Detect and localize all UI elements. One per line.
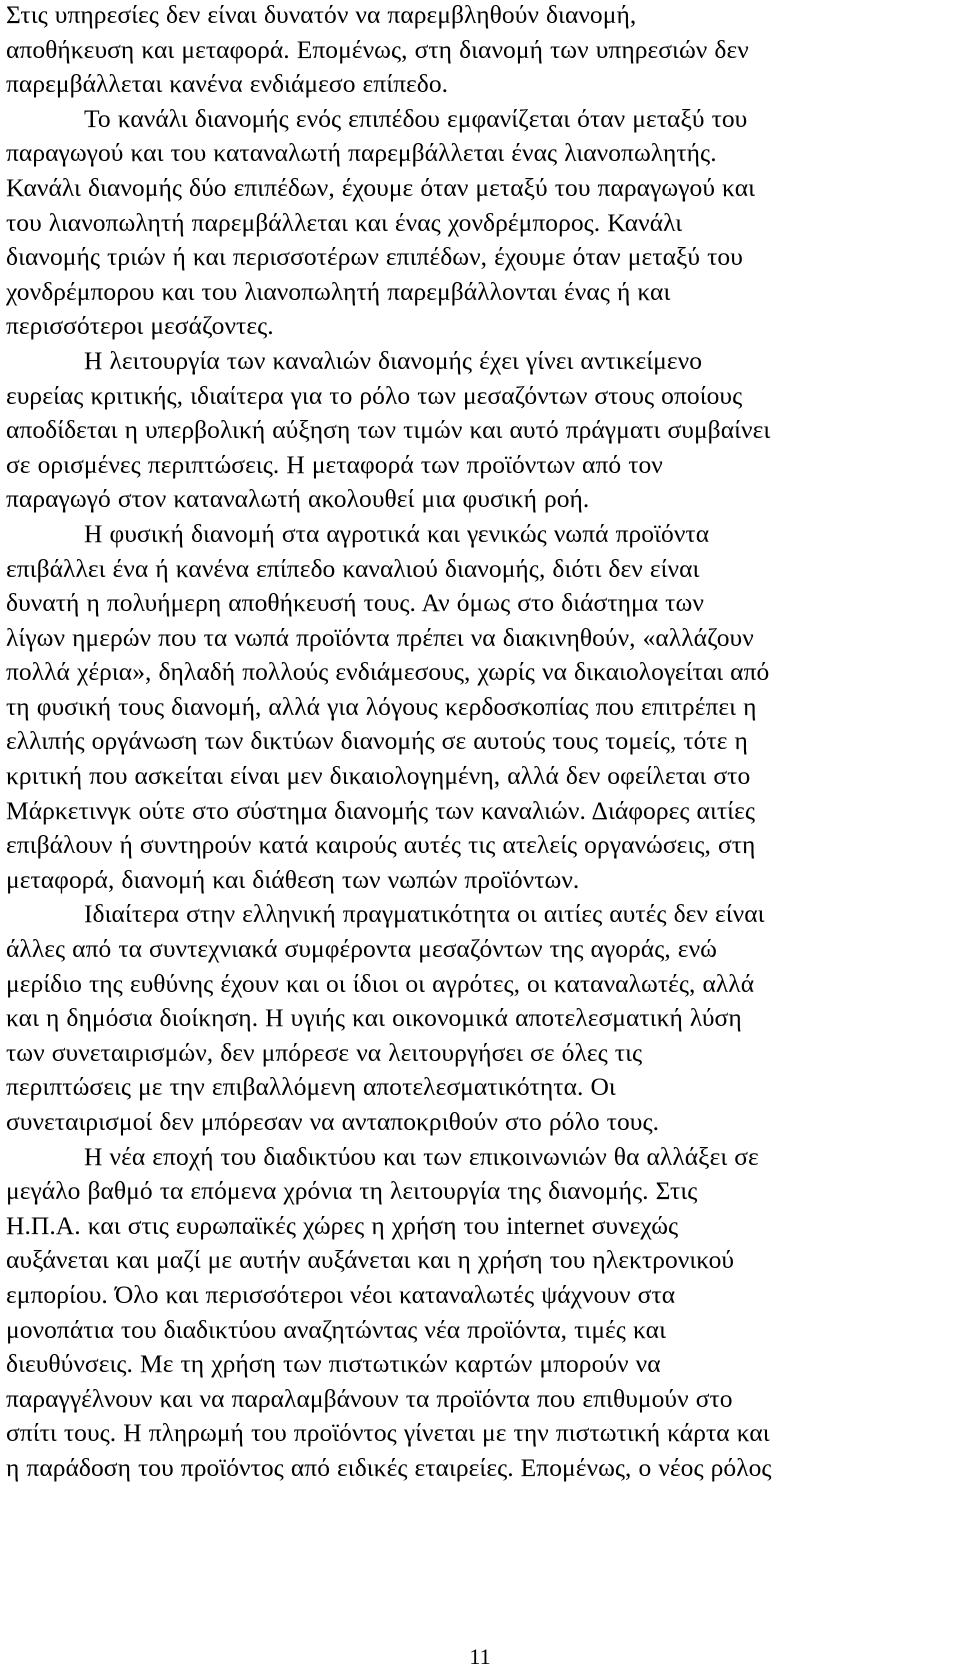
text-line: μερίδιο της ευθύνης έχουν και οι ίδιοι οι αγρότες, οι καταναλωτές, αλλά (6, 968, 755, 998)
text-line: ευρείας κριτικής, ιδιαίτερα για το ρόλο των μεσαζόντων στους οποίους (6, 380, 743, 410)
paragraph-first-line: Η νέα εποχή του διαδικτύου και των επικοινωνιών θα αλλάξει σε (84, 1141, 759, 1171)
text-line: η παράδοση του προϊόντος από ειδικές εταιρείες. Επομένως, ο νέος ρόλος (6, 1452, 772, 1482)
text-line: περισσότεροι μεσάζοντες. (6, 311, 274, 341)
text-line: λίγων ημερών που τα νωπά προϊόντα πρέπει να διακινηθούν, «αλλάζουν (6, 622, 754, 652)
paragraph-first-line: Ιδιαίτερα στην ελληνική πραγματικότητα οι αιτίες αυτές δεν είναι (84, 899, 765, 929)
text-line: μεταφορά, διανομή και διάθεση των νωπών προϊόντων. (6, 864, 580, 894)
text-line: σπίτι τους. Η πληρωμή του προϊόντος γίνεται με την πιστωτική κάρτα και (6, 1418, 770, 1448)
paragraph-first-line: Το κανάλι διανομής ενός επιπέδου εμφανίζεται όταν μεταξύ του (84, 103, 748, 133)
text-line: περιπτώσεις με την επιβαλλόμενη αποτελεσματικότητα. Οι (6, 1072, 616, 1102)
text-line: διανομής τριών ή και περισσοτέρων επιπέδων, έχουμε όταν μεταξύ του (6, 242, 743, 272)
text-line: χονδρέμπορου και του λιανοπωλητή παρεμβάλλονται ένας ή και (6, 276, 671, 306)
text-line: παρεμβάλλεται κανένα ενδιάμεσο επίπεδο. (6, 69, 449, 99)
page-number: 11 (469, 1644, 491, 1669)
text-line: τη φυσική τους διανομή, αλλά για λόγους κερδοσκοπίας που επιτρέπει η (6, 691, 757, 721)
text-line: κριτική που ασκείται είναι μεν δικαιολογημένη, αλλά δεν οφείλεται στο (6, 761, 751, 791)
text-line: δυνατή η πολυήμερη αποθήκευσή τους. Αν όμως στο διάστημα των (6, 588, 704, 618)
text-line: παραγγέλνουν και να παραλαμβάνουν τα προϊόντα που επιθυμούν στο (6, 1383, 733, 1413)
text-line: και η δημόσια διοίκηση. Η υγιής και οικονομικά αποτελεσματική λύση (6, 1003, 742, 1033)
text-line: αποθήκευση και μεταφορά. Επομένως, στη διανομή των υπηρεσιών δεν (6, 34, 749, 64)
text-line: πολλά χέρια», δηλαδή πολλούς ενδιάμεσους, χωρίς να δικαιολογείται από (6, 657, 770, 687)
text-line: αποδίδεται η υπερβολική αύξηση των τιμών και αυτό πράγματι συμβαίνει (6, 415, 771, 445)
text-line: παραγωγού και του καταναλωτή παρεμβάλλεται ένας λιανοπωλητής. (6, 138, 717, 168)
text-line: ελλιπής οργάνωση των δικτύων διανομής σε αυτούς τους τομείς, τότε η (6, 726, 748, 756)
body-text (6, 0, 929, 1486)
text-line: Η.Π.Α. και στις ευρωπαϊκές χώρες η χρήση του internet συνεχώς (6, 1210, 679, 1240)
text-line: Στις υπηρεσίες δεν είναι δυνατόν να παρεμβληθούν διανομή, (6, 0, 637, 29)
text-line: διευθύνσεις. Με τη χρήση των πιστωτικών καρτών μπορούν να (6, 1349, 661, 1379)
paragraph-first-line: Η λειτουργία των καναλιών διανομής έχει γίνει αντικείμενο (84, 345, 703, 375)
text-line: Κανάλι διανομής δύο επιπέδων, έχουμε όταν μεταξύ του παραγωγού και (6, 172, 756, 202)
text-line: επιβάλουν ή συντηρούν κατά καιρούς αυτές τις ατελείς οργανώσεις, στη (6, 830, 756, 860)
text-line: παραγωγό στον καταναλωτή ακολουθεί μια φυσική ροή. (6, 484, 590, 514)
text-line: μεγάλο βαθμό τα επόμενα χρόνια τη λειτουργία της διανομής. Στις (6, 1176, 698, 1206)
text-line: του λιανοπωλητή παρεμβάλλεται και ένας χονδρέμπορος. Κανάλι (6, 207, 683, 237)
text-line: των συνεταιρισμών, δεν μπόρεσε να λειτουργήσει σε όλες τις (6, 1037, 643, 1067)
text-line: επιβάλλει ένα ή κανένα επίπεδο καναλιού διανομής, διότι δεν είναι (6, 553, 700, 583)
text-line: μονοπάτια του διαδικτύου αναζητώντας νέα προϊόντα, τιμές και (6, 1314, 666, 1344)
text-line: άλλες από τα συντεχνιακά συμφέροντα μεσαζόντων της αγοράς, ενώ (6, 934, 717, 964)
text-line: εμπορίου. Όλο και περισσότεροι νέοι καταναλωτές ψάχνουν στα (6, 1279, 676, 1309)
text-line: σε ορισμένες περιπτώσεις. Η μεταφορά των προϊόντων από τον (6, 449, 663, 479)
text-line: Μάρκετινγκ ούτε στο σύστημα διανομής των καναλιών. Διάφορες αιτίες (6, 795, 755, 825)
text-line: αυξάνεται και μαζί με αυτήν αυξάνεται και η χρήση του ηλεκτρονικού (6, 1245, 735, 1275)
paragraph-first-line: Η φυσική διανομή στα αγροτικά και γενικώς νωπά προϊόντα (84, 518, 710, 548)
text-line: συνεταιρισμοί δεν μπόρεσαν να ανταποκριθούν στο ρόλο τους. (6, 1107, 660, 1136)
